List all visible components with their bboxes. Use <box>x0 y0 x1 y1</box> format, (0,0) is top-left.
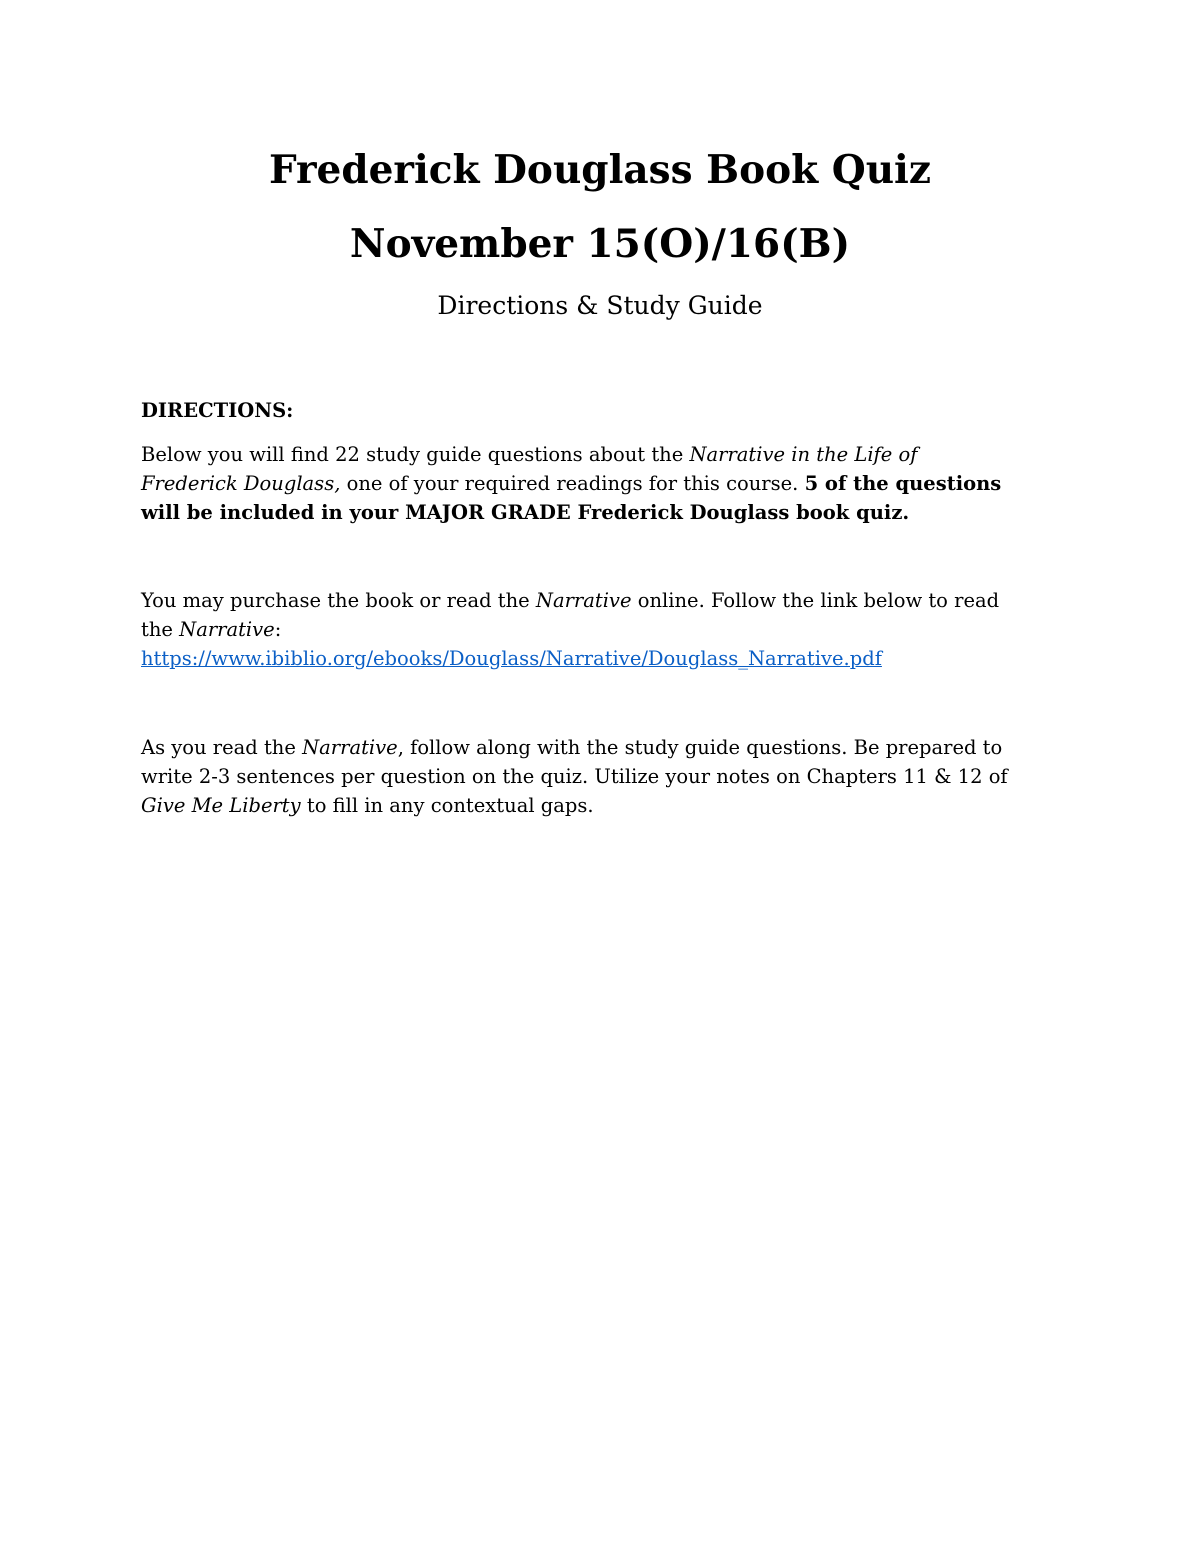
para2-text: You may purchase the book or read the <box>141 589 536 612</box>
directions-paragraph-1 <box>141 440 1061 527</box>
para2-text: the <box>141 618 180 641</box>
para2-text: : <box>274 618 282 641</box>
book-title-italic: Give Me Liberty <box>141 794 301 817</box>
para1-line1 <box>141 440 1061 469</box>
quiz-date: November 15(O)/16(B) <box>349 221 851 267</box>
para3-text: to fill in any contextual gaps. <box>300 794 594 817</box>
book-title-italic: Narrative in the Life of <box>689 443 918 466</box>
para3-text: , follow along with the study guide questions. Be prepared to <box>397 736 1003 759</box>
book-title-italic: Frederick Douglass, <box>141 472 341 495</box>
para3-line2: write 2-3 sentences per question on the quiz. Utilize your notes on Chapters 11 & 12 of <box>141 765 1008 788</box>
para3-text: As you read the <box>141 736 303 759</box>
para1-text: Below you will find 22 study guide questions about the <box>141 443 690 466</box>
para2-line2 <box>141 615 1061 644</box>
emphasis-bold: 5 of the questions <box>804 472 1002 495</box>
para3-line1 <box>141 733 1061 762</box>
directions-paragraph-3 <box>141 733 1061 820</box>
para2-text: online. Follow the link below to read <box>631 589 1000 612</box>
para1-line2 <box>141 469 1061 498</box>
para1-text: one of your required readings for this course. <box>340 472 805 495</box>
para1-line3 <box>141 498 1061 527</box>
directions-heading: DIRECTIONS: <box>141 399 294 422</box>
book-title-italic: Narrative <box>535 589 632 612</box>
para2-line3 <box>141 644 1061 673</box>
emphasis-bold: will be included in your MAJOR GRADE Frederick Douglass book quiz. <box>141 501 910 524</box>
page-subtitle: Directions & Study Guide <box>437 291 763 320</box>
para2-line1 <box>141 586 1061 615</box>
page-title: Frederick Douglass Book Quiz <box>268 147 932 193</box>
book-title-italic: Narrative <box>302 736 398 759</box>
narrative-pdf-link[interactable]: https://www.ibiblio.org/ebooks/Douglass/Narrative/Douglass_Narrative.pdf <box>141 647 882 670</box>
book-title-italic: Narrative <box>179 618 275 641</box>
directions-paragraph-2 <box>141 586 1061 673</box>
para3-line3 <box>141 791 1061 820</box>
